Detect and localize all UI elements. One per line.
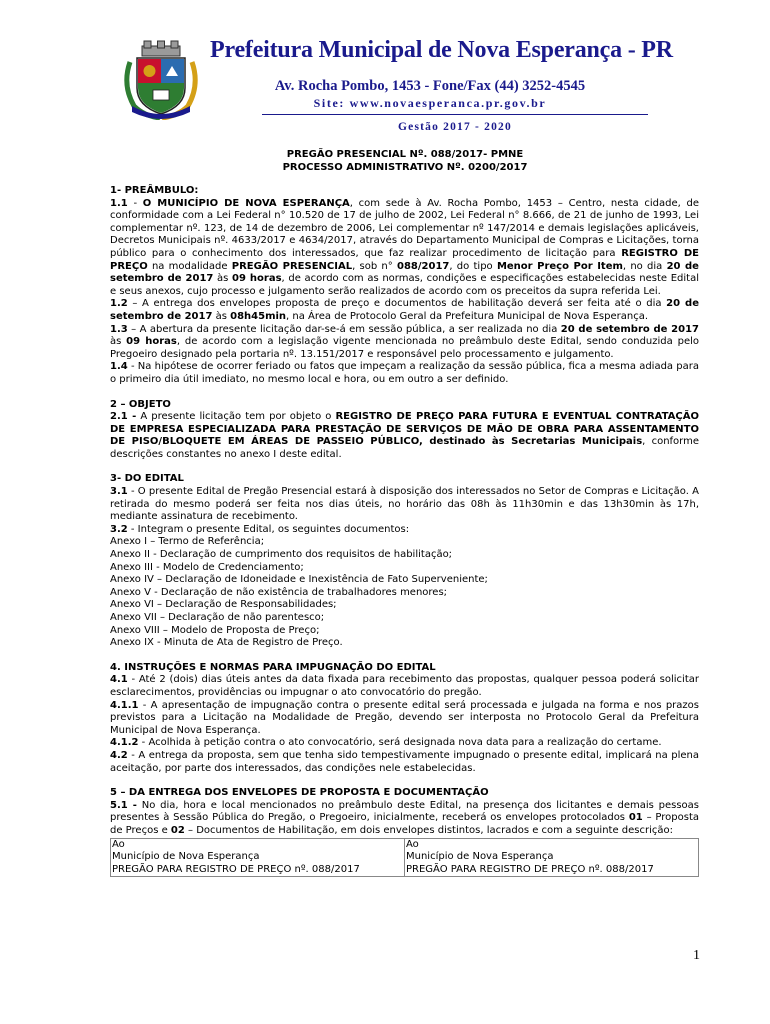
section-5-heading: 5 – DA ENTREGA DOS ENVELOPES DE PROPOSTA E DOCUMENTAÇÃO bbox=[110, 787, 489, 799]
header-site[interactable]: Site: www.novaesperanca.pr.gov.br bbox=[313, 96, 547, 110]
paragraph-2-1: 2.1 - A presente licitação tem por objeto o REGISTRO DE PREÇO PARA FUTURA E EVENTUAL CONTRATAÇÃO DE EMPRESA ESPECIALIZADA PARA PRESTAÇÃO DE SERVIÇOS DE MÃO DE OBRA PARA ASSENTAMENTO DE PISO/BLOQUETE EM ÁREAS DE PASSEIO PÚBLICO, destinado às Secretarias Municipais, conforme descrições constantes no anexo I deste edital. bbox=[110, 411, 700, 460]
annex-item: Anexo I – Termo de Referência; bbox=[110, 536, 265, 548]
document-title bbox=[110, 148, 700, 174]
annex-item: Anexo VII – Declaração de não parentesco; bbox=[110, 612, 325, 623]
table-row bbox=[111, 838, 699, 877]
annex-item: Anexo VIII – Modelo de Proposta de Preço; bbox=[110, 624, 320, 636]
section-1-heading: 1- PREÂMBULO: bbox=[110, 185, 199, 196]
paragraph-4-2: 4.2 - A entrega da proposta, sem que tenha sido tempestivamente impugnado o presente edital, implicará na plena aceitação, por parte dos interessados, das condições nele estabelecidas. bbox=[110, 749, 699, 774]
paragraph-1-2: 1.2 – A entrega dos envelopes proposta de preço e documentos de habilitação deverá ser feita até o dia 20 de setembro de 2017 às 08h45min, na Área de Protocolo Geral da Prefeitura Municipal de Nova Esperança. bbox=[110, 298, 699, 322]
annex-item: Anexo IX - Minuta de Ata de Registro de Preço. bbox=[110, 637, 343, 649]
header-divider bbox=[262, 114, 648, 115]
paragraph-4-1-1: 4.1.1 - A apresentação de impugnação contra o presente edital será processada e julgada na forma e nos prazos previstos para a Licitação na Modalidade de Pregão, devendo ser interposta no Protocolo Geral da Prefeitura Municipal de Nova Esperança. bbox=[110, 699, 699, 736]
header-title: Prefeitura Municipal de Nova Esperança - PR bbox=[210, 37, 673, 63]
envelope-cell: Ao Município de Nova Esperança PREGÃO PARA REGISTRO DE PREÇO nº. 088/2017 bbox=[405, 838, 699, 877]
page-number: 1 bbox=[693, 948, 700, 963]
paragraph-4-1: 4.1 - Até 2 (dois) dias úteis antes da data fixada para recebimento das propostas, qualquer pessoa poderá solicitar esclarecimentos, providências ou impugnar o ato convocatório do pregão. bbox=[110, 674, 699, 698]
section-2-heading: 2 – OBJETO bbox=[110, 398, 171, 410]
paragraph-1-3: 1.3 – A abertura da presente licitação dar-se-á em sessão pública, a ser realizada no dia 20 de setembro de 2017 às 09 horas, de acordo com a legislação vigente mencionada no preâmbulo deste Edital, sendo conduzida pelo Pregoeiro designado pela portaria nº. 13.151/2017 e responsável pelo processamento e julgamento. bbox=[110, 323, 699, 360]
annex-item: Anexo IV – Declaração de Idoneidade e Inexistência de Fato Superveniente; bbox=[110, 574, 488, 586]
document-title-line-1: PREGÃO PRESENCIAL Nº. 088/2017- PMNE bbox=[286, 149, 524, 160]
paragraph-3-2: 3.2 - Integram o presente Edital, os seguintes documentos: bbox=[110, 523, 410, 535]
paragraph-1-1: 1.1 - O MUNICÍPIO DE NOVA ESPERANÇA, com sede à Av. Rocha Pombo, 1453 – Centro, nesta cidade, de conformidade com a Lei Federal n° 10.520 de 17 de julho de 2002, Lei Federal n° 8.666, de 21 de junho de 1993, Lei complementar nº. 123, de 14 de dezembro de 2006, Lei complementar nº 147/2014 e demais legislações aplicáveis, Decretos Municipais nº. 4633/2017 e 4634/2017, através do Departamento Municipal de Compras e Licitações, torna público para o conhecimento dos interessados, que faz realizar procedimento de licitação para REGISTRO DE PREÇO na modalidade PREGÃO PRESENCIAL, sob n° 088/2017, do tipo Menor Preço Por Item, no dia 20 de setembro de 2017 às 09 horas, de acordo com as normas, condições e especificações estabelecidas neste Edital e seus anexos, cujo processo e julgamento serão realizados de acordo com os preceitos da supra referida Lei. bbox=[110, 197, 700, 297]
envelope-cell: Ao Município de Nova Esperança PREGÃO PARA REGISTRO DE PREÇO nº. 088/2017 bbox=[111, 838, 405, 877]
paragraph-1-4: 1.4 - Na hipótese de ocorrer feriado ou fatos que impeçam a realização da sessão pública, fica a mesma adiada para o primeiro dia útil imediato, no mesmo local e hora, ou em outro a ser definido. bbox=[110, 361, 699, 385]
municipal-coat-of-arms-icon bbox=[120, 40, 202, 120]
section-4-heading: 4. INSTRUÇÕES E NORMAS PARA IMPUGNAÇÃO DO EDITAL bbox=[110, 661, 436, 673]
header-gestao: Gestão 2017 - 2020 bbox=[398, 121, 512, 133]
document-body bbox=[110, 185, 699, 877]
paragraph-3-1: 3.1 - O presente Edital de Pregão Presencial estará à disposição dos interessados no Setor de Compras e Licitação. A retirada do mesmo poderá ser feita nos dias úteis, no horário das 08h às 11h30min e das 13h30min às 17h, mediante assinatura de recebimento. bbox=[110, 486, 699, 523]
envelope-description-table bbox=[110, 838, 699, 878]
header-address: Av. Rocha Pombo, 1453 - Fone/Fax (44) 3252-4545 bbox=[274, 78, 586, 94]
annex-item: Anexo II - Declaração de cumprimento dos requisitos de habilitação; bbox=[110, 549, 453, 561]
section-3-heading: 3- DO EDITAL bbox=[110, 473, 184, 485]
annex-item: Anexo III - Modelo de Credenciamento; bbox=[110, 561, 304, 573]
document-title-line-2: PROCESSO ADMINISTRATIVO Nº. 0200/2017 bbox=[282, 162, 528, 173]
paragraph-5-1: 5.1 - No dia, hora e local mencionados no preâmbulo deste Edital, na presença dos licitantes e demais pessoas presentes à Sessão Pública do Pregão, o Pregoeiro, inicialmente, receberá os envelopes protocolados 01 – Proposta de Preços e 02 – Documentos de Habilitação, em dois envelopes distintos, lacrados e com a seguinte descrição: bbox=[110, 799, 699, 836]
annex-item: Anexo V - Declaração de não existência de trabalhadores menores; bbox=[110, 586, 448, 598]
annex-item: Anexo VI – Declaração de Responsabilidades; bbox=[110, 599, 337, 611]
paragraph-4-1-2: 4.1.2 - Acolhida à petição contra o ato convocatório, será designada nova data para a realização do certame. bbox=[110, 737, 662, 749]
